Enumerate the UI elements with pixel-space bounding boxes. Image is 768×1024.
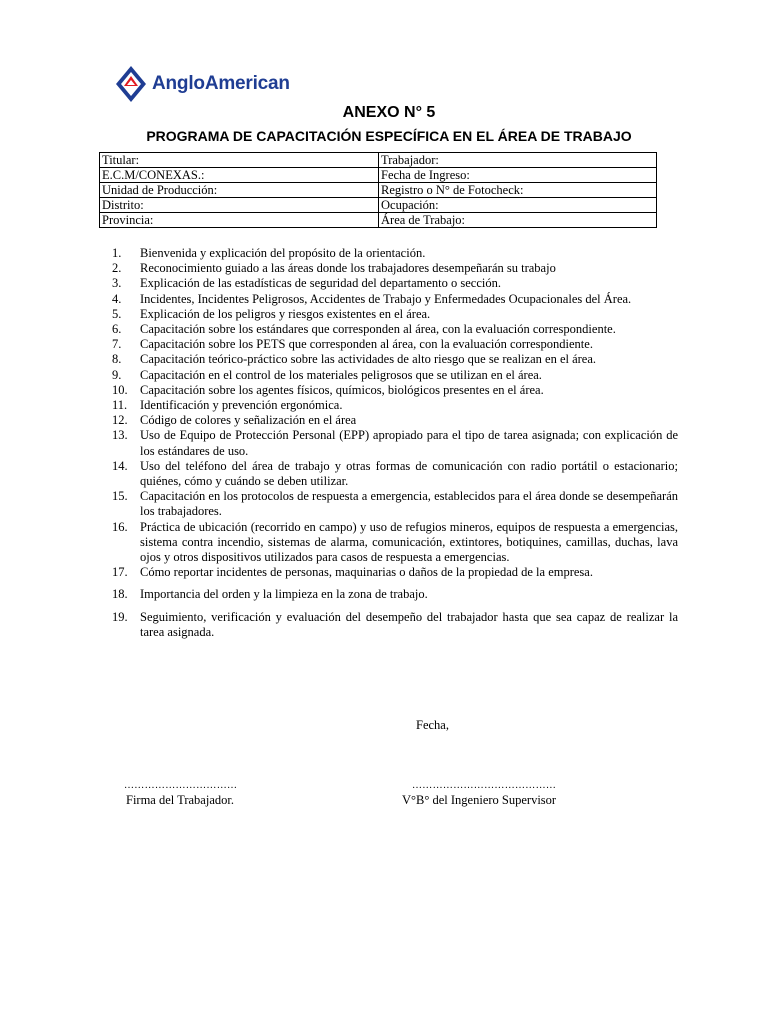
info-table-cell: Registro o N° de Fotocheck:	[379, 183, 657, 198]
list-item-text: Capacitación sobre los PETS que corresponden al área, con la evaluación correspondiente.	[140, 337, 593, 352]
list-item-text: Bienvenida y explicación del propósito de la orientación.	[140, 246, 426, 260]
list-item-text: Incidentes, Incidentes Peligrosos, Accidentes de Trabajo y Enfermedades Ocupacionales del Área.	[140, 291, 632, 306]
list-item-number: 8.	[112, 352, 122, 367]
info-table-row	[100, 183, 657, 198]
list-item-number: 14.	[112, 458, 128, 473]
list-item-text: Capacitación teórico-práctico sobre las actividades de alto riesgo que se realizan en el área.	[140, 352, 597, 367]
list-item-text: Práctica de ubicación (recorrido en campo) y uso de refugios mineros, equipos de respuesta a emergencias, sistema contra incendio, sistemas de alarma, comunicación, extintores, botiquines, camillas, duchas, lava ojos y otros dispositivos utilizados para casos de respuesta a emergencias.	[140, 519, 678, 565]
list-item-text: Reconocimiento guiado a las áreas donde los trabajadores desempeñarán su trabajo	[140, 261, 556, 276]
list-item	[112, 307, 678, 322]
page-title: PROGRAMA DE CAPACITACIÓN ESPECÍFICA EN EL ÁREA DE TRABAJO	[146, 128, 632, 144]
list-item-text: Explicación de las estadísticas de seguridad del departamento o sección.	[140, 276, 501, 291]
list-item-number: 5.	[112, 306, 122, 321]
list-item-number: 2.	[112, 261, 122, 276]
list-item-number: 13.	[112, 428, 128, 443]
list-item-number: 7.	[112, 337, 122, 352]
list-item-text: Seguimiento, verificación y evaluación del desempeño del trabajador hasta que sea capaz de realizar la tarea asignada.	[140, 609, 678, 639]
info-table-cell: Ocupación:	[379, 198, 657, 213]
list-item-number: 15.	[112, 489, 128, 504]
list-item	[112, 322, 678, 337]
company-logo	[114, 64, 290, 104]
list-item-text: Importancia del orden y la limpieza en la zona de trabajo.	[140, 587, 428, 602]
list-item	[112, 398, 678, 413]
list-item-number: 10.	[112, 382, 128, 397]
signature-line-supervisor: ……………………………………	[412, 780, 557, 791]
list-item-text: Cómo reportar incidentes de personas, maquinarias o daños de la propiedad de la empresa.	[140, 565, 593, 580]
signature-line-worker: ……………………………	[124, 780, 238, 791]
list-item-number: 19.	[112, 609, 128, 624]
list-item-number: 11.	[112, 398, 128, 413]
list-item	[112, 246, 678, 261]
info-table	[99, 152, 657, 228]
info-table-row	[100, 153, 657, 168]
list-item-number: 4.	[112, 291, 122, 306]
list-item	[112, 413, 678, 428]
date-label: Fecha,	[416, 718, 449, 732]
list-item	[112, 352, 678, 367]
info-table-cell: Provincia:	[100, 213, 379, 228]
list-item-number: 6.	[112, 322, 122, 337]
list-item-text: Identificación y prevención ergonómica.	[140, 398, 343, 413]
list-item	[112, 428, 678, 458]
signature-label-worker: Firma del Trabajador.	[126, 793, 234, 807]
info-table-cell: Trabajador:	[379, 153, 657, 168]
list-item	[112, 587, 678, 602]
training-items-list	[112, 246, 678, 640]
list-item	[112, 565, 678, 580]
list-item	[112, 459, 678, 489]
info-table-cell: Fecha de Ingreso:	[379, 168, 657, 183]
list-item-text: Código de colores y señalización en el área	[140, 413, 357, 428]
list-item-number: 16.	[112, 519, 128, 534]
list-item-number: 18.	[112, 587, 128, 602]
list-item	[112, 261, 678, 276]
list-item-text: Uso de Equipo de Protección Personal (EPP) apropiado para el tipo de tarea asignada; con explicación de los estándares de uso.	[140, 428, 678, 458]
list-item-text: Capacitación en el control de los materiales peligrosos que se utilizan en el área.	[140, 367, 542, 382]
list-item	[112, 489, 678, 519]
list-item-number: 17.	[112, 565, 128, 580]
info-table-cell: Área de Trabajo:	[379, 213, 657, 228]
list-item	[112, 520, 678, 566]
list-item	[112, 383, 678, 398]
list-item-number: 1.	[112, 246, 122, 260]
info-table-row	[100, 213, 657, 228]
list-item	[112, 292, 678, 307]
list-item	[112, 368, 678, 383]
list-item	[112, 337, 678, 352]
annex-title: ANEXO N° 5	[342, 104, 436, 121]
list-item-text: Capacitación en los protocolos de respuesta a emergencia, establecidos para el área donde se desempeñarán los trabajadores.	[140, 489, 678, 519]
list-item-text: Explicación de los peligros y riesgos existentes en el área.	[140, 306, 431, 321]
list-item-text: Capacitación sobre los agentes físicos, químicos, biológicos presentes en el área.	[140, 382, 544, 397]
list-item-number: 3.	[112, 276, 122, 291]
info-table-cell: Titular:	[100, 153, 379, 168]
list-item-number: 9.	[112, 367, 122, 382]
info-table-row	[100, 168, 657, 183]
list-item-text: Capacitación sobre los estándares que corresponden al área, con la evaluación correspondiente.	[140, 322, 616, 337]
list-item	[112, 276, 678, 291]
info-table-cell: Unidad de Producción:	[100, 183, 379, 198]
list-item	[112, 610, 678, 640]
list-item-number: 12.	[112, 413, 128, 428]
logo-text: AngloAmerican	[152, 73, 290, 94]
list-item-text: Uso del teléfono del área de trabajo y otras formas de comunicación con radio portátil o estacionario; quiénes, cómo y cuándo se deben utilizar.	[140, 458, 678, 489]
signature-label-supervisor: V°B° del Ingeniero Supervisor	[402, 793, 557, 807]
anglo-american-logo-icon	[114, 64, 148, 104]
info-table-cell: Distrito:	[100, 198, 379, 213]
info-table-cell: E.C.M/CONEXAS.:	[100, 168, 379, 183]
info-table-row	[100, 198, 657, 213]
